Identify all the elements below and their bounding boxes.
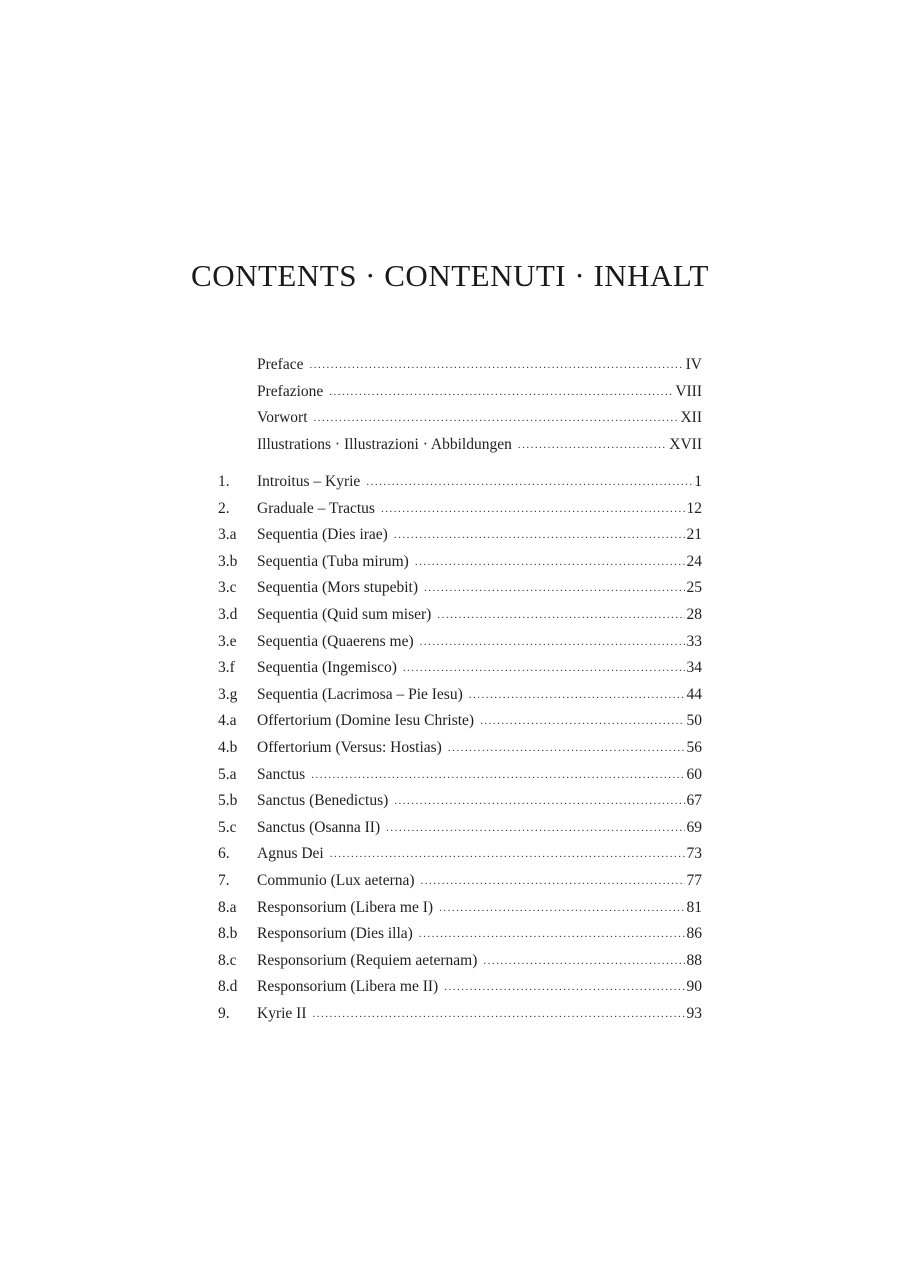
toc-entries (218, 469, 702, 1027)
toc-number: 9. (218, 1004, 230, 1022)
dot-leader (394, 522, 685, 549)
toc-row[interactable] (218, 868, 702, 895)
toc-row[interactable] (218, 602, 702, 629)
dot-leader (437, 602, 684, 629)
toc-label: Offertorium (Versus: Hostias) (257, 738, 442, 756)
toc-row[interactable] (218, 469, 702, 496)
dot-leader (394, 788, 684, 815)
toc-number: 4.b (218, 738, 238, 756)
toc-number: 8.c (218, 951, 237, 969)
toc-label: Responsorium (Dies illa) (257, 925, 413, 943)
toc-label: Introitus – Kyrie (257, 473, 361, 490)
dot-leader (330, 841, 685, 868)
toc-page-number: 69 (686, 818, 702, 836)
toc-row[interactable] (218, 735, 702, 762)
toc-page-number: 60 (686, 765, 702, 783)
toc-row[interactable] (218, 788, 702, 815)
dot-leader (480, 708, 684, 735)
dot-leader (424, 575, 684, 602)
toc-row[interactable] (218, 974, 702, 1001)
toc-label: Sequentia (Quid sum miser) (257, 605, 432, 623)
dot-leader (311, 762, 684, 789)
toc-page-number: 33 (686, 632, 702, 650)
toc-label: Responsorium (Requiem aeternam) (257, 951, 478, 969)
toc-label: Sequentia (Ingemisco) (257, 659, 397, 677)
toc-label: Sequentia (Lacrimosa – Pie Iesu) (257, 685, 463, 703)
toc-row[interactable] (218, 655, 702, 682)
toc-row[interactable] (218, 575, 702, 602)
toc-page-number: 44 (686, 685, 702, 703)
toc-page-number: 81 (686, 898, 702, 916)
page-title: CONTENTS · CONTENUTI · INHALT (191, 258, 709, 293)
toc-number: 3.d (218, 605, 238, 623)
dot-leader (439, 895, 684, 922)
toc-row[interactable] (218, 432, 702, 459)
toc-page-number: 67 (686, 792, 702, 810)
toc-row[interactable] (218, 841, 702, 868)
toc-label: Offertorium (Domine Iesu Christe) (257, 712, 475, 730)
toc-front-matter (218, 352, 702, 458)
dot-leader (381, 496, 685, 523)
toc-label: Vorwort (257, 409, 308, 427)
toc-page-number: 90 (686, 978, 702, 996)
toc-row[interactable] (218, 405, 702, 432)
dot-leader (329, 379, 673, 406)
toc-row[interactable] (218, 682, 702, 709)
toc-page-number: 21 (686, 526, 702, 544)
toc-row[interactable] (218, 379, 702, 406)
toc-page-number: 12 (686, 499, 702, 517)
dot-leader (421, 868, 685, 895)
toc-number: 3.e (218, 632, 237, 650)
toc-row[interactable] (218, 762, 702, 789)
dot-leader (386, 815, 684, 842)
toc-number: 3.c (218, 579, 237, 597)
toc-label: Prefazione (257, 382, 324, 400)
toc-number: 5.a (218, 765, 237, 783)
toc-label: Illustrations · Illustrazioni · Abbildungen (257, 435, 512, 453)
dot-leader (314, 405, 679, 432)
toc-number: 3.g (218, 685, 238, 703)
toc-number: 3.f (218, 659, 235, 677)
toc-label: Responsorium (Libera me I) (257, 898, 434, 916)
dot-leader (309, 352, 683, 379)
toc-number: 8.d (218, 978, 238, 996)
dot-leader (444, 974, 684, 1001)
dot-leader (419, 921, 685, 948)
toc-row[interactable] (218, 549, 702, 576)
toc-row[interactable] (218, 629, 702, 656)
toc-row[interactable] (218, 496, 702, 523)
toc-row[interactable] (218, 815, 702, 842)
toc-page-number: 1 (694, 473, 702, 490)
toc-page-number: IV (685, 356, 702, 373)
toc-number: 8.b (218, 925, 238, 943)
toc-number: 5.b (218, 792, 238, 810)
toc-number: 2. (218, 499, 230, 517)
toc-row[interactable] (218, 921, 702, 948)
toc-label: Sequentia (Mors stupebit) (257, 579, 419, 597)
toc-label: Kyrie II (257, 1004, 307, 1022)
toc-page-number: 24 (686, 552, 702, 570)
toc-page-number: 73 (686, 845, 702, 863)
toc-page-number: 28 (686, 605, 702, 623)
toc-number: 3.a (218, 526, 237, 544)
toc-number: 3.b (218, 552, 238, 570)
toc-page-number: 86 (686, 925, 702, 943)
toc-label: Agnus Dei (257, 845, 324, 863)
toc-page-number: 93 (686, 1004, 702, 1022)
toc-row[interactable] (218, 352, 702, 379)
dot-leader (420, 629, 685, 656)
dot-leader (403, 655, 685, 682)
toc-label: Sanctus (257, 765, 306, 783)
toc-label: Graduale – Tractus (257, 499, 375, 517)
dot-leader (415, 549, 685, 576)
toc-row[interactable] (218, 895, 702, 922)
toc-label: Preface (257, 356, 304, 373)
toc-page-number: VIII (675, 382, 702, 400)
toc-page-number: 25 (686, 579, 702, 597)
toc-row[interactable] (218, 708, 702, 735)
toc-label: Sanctus (Benedictus) (257, 792, 389, 810)
dot-leader (448, 735, 685, 762)
toc-number: 5.c (218, 818, 237, 836)
toc-label: Sequentia (Quaerens me) (257, 632, 414, 650)
toc-page-number: 34 (686, 659, 702, 677)
toc-row[interactable] (218, 948, 702, 975)
toc-number: 7. (218, 871, 230, 889)
toc-page-number: 56 (686, 738, 702, 756)
toc-label: Communio (Lux aeterna) (257, 871, 415, 889)
toc-label: Sanctus (Osanna II) (257, 818, 381, 836)
toc-page-number: 77 (686, 871, 702, 889)
dot-leader (469, 682, 685, 709)
toc-number: 4.a (218, 712, 237, 730)
toc-label: Sequentia (Dies irae) (257, 526, 388, 544)
toc-number: 6. (218, 845, 230, 863)
toc-label: Sequentia (Tuba mirum) (257, 552, 409, 570)
toc-page-number: XII (680, 409, 702, 427)
toc-label: Responsorium (Libera me II) (257, 978, 439, 996)
toc-row[interactable] (218, 522, 702, 549)
toc-page-number: 88 (686, 951, 702, 969)
toc-number: 8.a (218, 898, 237, 916)
toc-row[interactable] (218, 1001, 702, 1028)
dot-leader (313, 1001, 685, 1028)
toc-number: 1. (218, 473, 230, 490)
toc-page-number: 50 (686, 712, 702, 730)
dot-leader (366, 469, 692, 496)
toc-page-number: XVII (669, 435, 702, 453)
dot-leader (483, 948, 684, 975)
dot-leader (518, 432, 667, 459)
